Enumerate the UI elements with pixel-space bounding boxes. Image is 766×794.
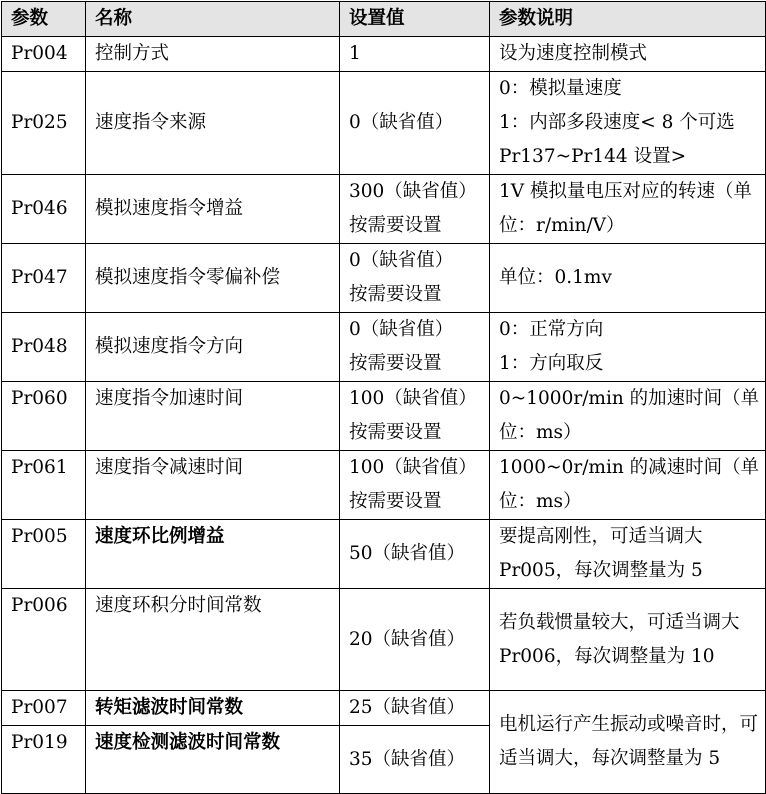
param-desc: 要提高刚性，可适当调大 Pr005，每次调整量为 5 (490, 520, 766, 589)
param-desc (490, 72, 766, 175)
table-row (2, 382, 766, 451)
param-name: 模拟速度指令方向 (86, 313, 340, 382)
param-code: Pr061 (2, 451, 86, 520)
desc-line: 0：正常方向 (499, 319, 604, 340)
desc-line: 0：模拟量速度 (499, 78, 622, 99)
value-line: 按需要设置 (349, 422, 442, 443)
param-value (340, 382, 490, 451)
param-desc: 1000~0r/min 的减速时间（单位：ms） (490, 451, 766, 520)
param-code: Pr007 (2, 691, 86, 726)
param-desc: 电机运行产生振动或噪音时，可适当调大，每次调整量为 5 (490, 691, 766, 794)
param-value: 50（缺省值） (340, 520, 490, 589)
value-line: 按需要设置 (349, 284, 442, 305)
param-code: Pr047 (2, 244, 86, 313)
param-name: 速度环积分时间常数 (86, 589, 340, 691)
param-code: Pr006 (2, 589, 86, 691)
param-name: 速度检测滤波时间常数 (86, 726, 340, 794)
value-line: 按需要设置 (349, 491, 442, 512)
desc-line: 1：方向取反 (499, 353, 604, 374)
param-name: 速度指令加速时间 (86, 382, 340, 451)
param-value: 25（缺省值） (340, 691, 490, 726)
table-row (2, 520, 766, 589)
table-row (2, 72, 766, 175)
value-line: 100（缺省值） (349, 388, 477, 409)
param-desc: 1V 模拟量电压对应的转速（单位：r/min/V） (490, 175, 766, 244)
param-code: Pr025 (2, 72, 86, 175)
header-param: 参数 (2, 2, 86, 37)
param-value (340, 313, 490, 382)
value-line: 300（缺省值） (349, 181, 477, 202)
table-row (2, 244, 766, 313)
desc-line: 1：内部多段速度< 8 个可选 Pr137~Pr144 设置> (499, 112, 735, 167)
param-code: Pr048 (2, 313, 86, 382)
table-row (2, 691, 766, 726)
param-name: 速度指令来源 (86, 72, 340, 175)
header-name: 名称 (86, 2, 340, 37)
header-value: 设置值 (340, 2, 490, 37)
table-row (2, 589, 766, 691)
param-value: 1 (340, 37, 490, 72)
param-desc (490, 313, 766, 382)
value-line: 按需要设置 (349, 215, 442, 236)
param-code: Pr060 (2, 382, 86, 451)
value-line: 按需要设置 (349, 353, 442, 374)
param-value: 0（缺省值） (340, 72, 490, 175)
table-row (2, 37, 766, 72)
param-value (340, 244, 490, 313)
param-desc: 设为速度控制模式 (490, 37, 766, 72)
param-name: 模拟速度指令增益 (86, 175, 340, 244)
param-desc: 单位：0.1mv (490, 244, 766, 313)
param-value (340, 175, 490, 244)
param-name: 转矩滤波时间常数 (86, 691, 340, 726)
table-row (2, 451, 766, 520)
param-code: Pr019 (2, 726, 86, 794)
table-row (2, 313, 766, 382)
header-row (2, 2, 766, 37)
param-name: 控制方式 (86, 37, 340, 72)
param-code: Pr005 (2, 520, 86, 589)
value-line: 0（缺省值） (349, 250, 454, 271)
param-desc: 若负载惯量较大，可适当调大 Pr006，每次调整量为 10 (490, 589, 766, 691)
value-line: 0（缺省值） (349, 319, 454, 340)
value-line: 100（缺省值） (349, 457, 477, 478)
header-desc: 参数说明 (490, 2, 766, 37)
param-name: 模拟速度指令零偏补偿 (86, 244, 340, 313)
param-code: Pr046 (2, 175, 86, 244)
param-name: 速度环比例增益 (86, 520, 340, 589)
param-desc: 0~1000r/min 的加速时间（单位：ms） (490, 382, 766, 451)
param-value: 35（缺省值） (340, 726, 490, 794)
parameter-table (1, 1, 766, 794)
table-row (2, 175, 766, 244)
param-name: 速度指令减速时间 (86, 451, 340, 520)
param-value (340, 451, 490, 520)
param-value: 20（缺省值） (340, 589, 490, 691)
param-code: Pr004 (2, 37, 86, 72)
